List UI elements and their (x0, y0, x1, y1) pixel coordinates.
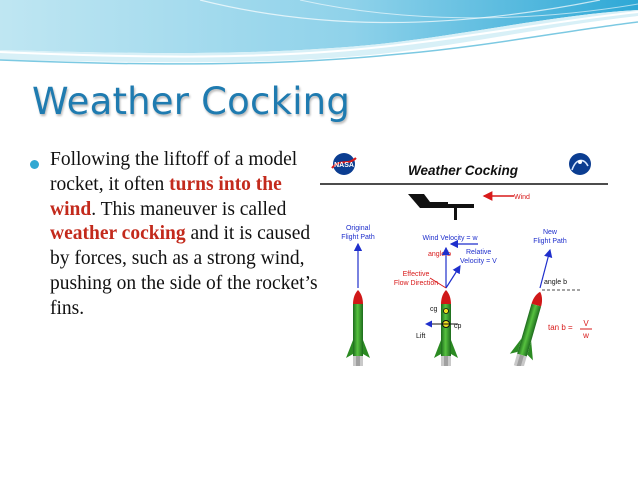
original-flight-path-line1: Original (345, 225, 371, 232)
rocket-new-path (507, 288, 552, 366)
new-flight-path-line1: New (542, 229, 558, 236)
rocket-original (346, 290, 370, 366)
cp-label: cp (454, 323, 462, 330)
figure-title: Weather Cocking (407, 163, 519, 178)
tan-label: tan b = (548, 323, 573, 332)
slide-title: Weather Cocking (32, 80, 351, 123)
original-flight-path-line2: Flight Path (341, 234, 375, 241)
wave-banner (0, 0, 638, 80)
nasa-logo-text: NASA (334, 162, 354, 169)
glenn-logo-icon (569, 153, 591, 175)
relative-velocity-arrow (446, 266, 460, 288)
highlight-turns-into-wind: turns into the wind (50, 173, 282, 220)
bullet-text-part: Following the liftoff of a model rocket, it often (50, 149, 298, 195)
highlight-weather-cocking: weather cocking (50, 223, 186, 245)
effective-flow-line2: Flow Direction (393, 280, 439, 287)
wind-velocity-label: Wind Velocity = w (422, 235, 478, 242)
bullet-text (50, 148, 320, 322)
cg-marker (444, 309, 449, 314)
angle-b-right-label: angle b (544, 279, 567, 286)
cg-label: cg (430, 306, 438, 313)
relative-velocity-line2: Velocity = V (460, 258, 497, 265)
relative-velocity-line1: Relative (466, 249, 492, 256)
bullet-text-part: . This maneuver is called (91, 198, 287, 220)
wind-label: Wind (514, 194, 530, 201)
angle-b-label: angle b (428, 251, 451, 258)
weather-cocking-diagram (318, 148, 612, 366)
bullet-icon (30, 160, 39, 169)
weather-vane-icon (408, 194, 474, 220)
frac-numerator: V (583, 319, 589, 328)
nasa-logo-icon (332, 153, 356, 175)
effective-flow-line1: Effective (402, 271, 430, 278)
frac-denominator: w (583, 331, 589, 340)
lift-label: Lift (416, 333, 426, 340)
bullet-text-part: and it is caused by forces, such as a strong wind, pushing on the side of the rocket’s fins. (50, 223, 318, 319)
new-flight-path-line2: Flight Path (533, 238, 567, 245)
